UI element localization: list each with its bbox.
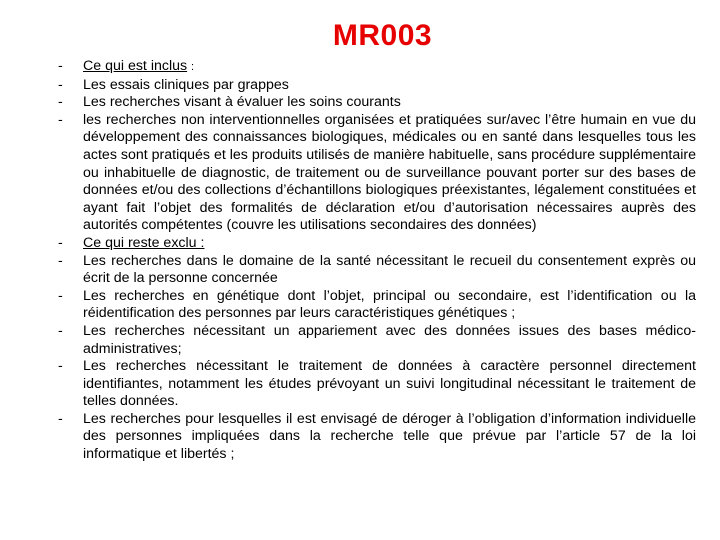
excluded-item-text: Les recherches nécessitant un appariement avec des données issues des bases médico-administratives; — [83, 322, 696, 357]
excluded-item-text: Les recherches pour lesquelles il est envisagé de déroger à l’obligation d’information individuelle des personnes impliquées dans la recherche telle que prévue par l’article 57 de la loi informatique et libertés ; — [83, 410, 696, 463]
list-item — [58, 77, 696, 95]
excluded-heading: Ce qui reste exclu : — [83, 234, 205, 251]
included-heading-colon: : — [191, 61, 195, 73]
bullet-dash: - — [58, 358, 63, 375]
bullet-dash: - — [58, 94, 63, 111]
excluded-item-text: Les recherches dans le domaine de la santé nécessitant le recueil du consentement exprès ou écrit de la personne concernée — [83, 252, 696, 287]
excluded-item-text: Les recherches en génétique dont l’objet, principal ou secondaire, est l’identification ou la réidentification des personnes par leurs caractéristiques génétiques ; — [83, 287, 696, 322]
bullet-dash: - — [58, 58, 63, 74]
bullet-dash: - — [58, 322, 63, 339]
list-item — [58, 358, 696, 411]
bullet-dash: - — [58, 234, 63, 251]
excluded-item-text: Les recherches nécessitant le traitement de données à caractère personnel directement identifiantes, notamment les études prévoyant un suivi longitudinal nécessitant le traitement de telles données. — [83, 358, 696, 410]
bullet-dash: - — [58, 410, 63, 427]
bullet-dash: - — [58, 76, 63, 93]
bullet-dash: - — [58, 111, 63, 128]
included-heading: Ce qui est inclus — [83, 58, 188, 74]
included-item-text: Les recherches visant à évaluer les soins courants — [83, 94, 401, 111]
bullet-dash: - — [58, 252, 63, 269]
slide-title: MR003 — [332, 19, 433, 52]
list-item — [58, 235, 696, 253]
list-item — [58, 253, 696, 288]
list-item — [58, 112, 696, 235]
list-item — [58, 58, 696, 77]
list-item — [58, 411, 696, 464]
bullet-dash: - — [58, 287, 63, 304]
list-item — [58, 288, 696, 323]
included-item-text: Les essais cliniques par grappes — [83, 76, 289, 93]
list-item — [58, 323, 696, 358]
bullet-list — [58, 58, 696, 464]
list-item — [58, 94, 696, 112]
included-item-text: les recherches non interventionnelles organisées et pratiquées sur/avec l’être humain en vue du développement des connaissances biologiques, médicales ou en santé dans lesquelles tous les actes sont pratiqués et les produits utilisés de manière habituelle, sans procédure supplémentaire ou inhabituelle de diagnostic, de traitement ou de surveillance pouvant porter sur des bases de données et/ou des collections d’échantillons biologiques préexistantes, légalement constituées et ayant fait l’objet des formalités de déclaration et/ou d’autorisation nécessaires auprès des autorités compétentes (couvre les utilisations secondaires des données) — [83, 111, 696, 234]
